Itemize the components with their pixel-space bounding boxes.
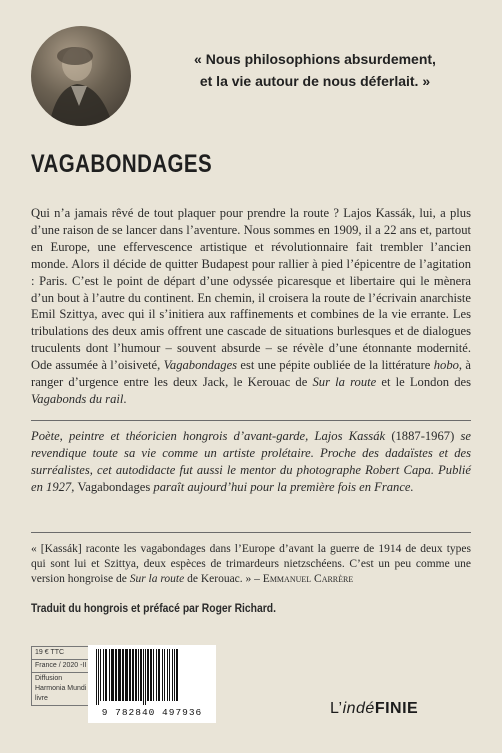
isbn-number: 9 782840 497936 xyxy=(101,707,203,718)
summary-text: , à ranger d’urgence entre les deux Jack, le Kerouac de xyxy=(31,358,471,390)
price-label: 19 € TTC xyxy=(31,646,91,660)
barcode-bar xyxy=(115,649,117,701)
barcode-bar xyxy=(132,649,134,701)
barcode-bar xyxy=(156,649,157,701)
logo-italic: indé xyxy=(342,700,375,717)
logo-bold: FINIE xyxy=(374,700,419,717)
summary-text: est une pépite oubliée de la littérature xyxy=(237,358,434,373)
barcode-bar xyxy=(100,649,101,701)
barcode-bar xyxy=(143,649,144,705)
barcode-bar xyxy=(138,649,139,701)
barcode-bar xyxy=(169,649,170,701)
summary-italic: Vagabondages xyxy=(163,358,238,373)
quote-line: et la vie autour de nous déferlait. » xyxy=(199,73,431,89)
barcode-bars xyxy=(94,649,210,705)
barcode-bar xyxy=(125,649,128,701)
barcode-bar xyxy=(122,649,124,701)
publisher-logo xyxy=(330,700,418,718)
review-text: « [Kassák] raconte les vagabondages dans l’Europe d’avant la guerre de 1914 de deux types qui sont lui et Szittya, deux espèces de trimardeurs nietzschéens. C’est un peu comme une version hongroise de xyxy=(31,543,471,586)
market-code: France / 2020 -II xyxy=(31,660,91,673)
barcode-bar xyxy=(118,649,121,701)
press-review xyxy=(31,542,471,588)
barcode-bar xyxy=(135,649,137,701)
barcode-bar xyxy=(150,649,152,701)
barcode-bar xyxy=(176,649,178,701)
section-divider xyxy=(31,420,471,421)
isbn-barcode xyxy=(88,645,216,723)
barcode-bar xyxy=(129,649,131,701)
logo-prefix: L’ xyxy=(330,700,343,717)
review-text: de Kerouac. » – xyxy=(184,573,263,586)
bio-text: se revendique toute sa vie comme un artiste prolétaire. Proche des dadaïstes et des surréalistes, cet autodidacte fut aussi le mentor du photographe Robert Capa. Publié en 1927, xyxy=(31,429,471,494)
summary-text: . xyxy=(123,391,127,406)
barcode-bar xyxy=(164,649,165,701)
barcode-bar xyxy=(109,649,110,701)
barcode-bar xyxy=(167,649,168,701)
barcode-bar xyxy=(145,649,146,705)
barcode-bar xyxy=(147,649,149,701)
barcode-bar xyxy=(96,649,97,705)
summary-italic: Sur la route xyxy=(312,375,377,390)
review-author: Emmanuel Carrère xyxy=(262,573,354,586)
quote-line: « Nous philosophions absurdement, xyxy=(194,51,436,67)
author-portrait xyxy=(31,26,131,126)
section-divider xyxy=(31,532,471,533)
barcode-bar xyxy=(105,649,107,701)
barcode-bar xyxy=(98,649,99,705)
barcode-bar xyxy=(162,649,163,701)
epigraph-quote xyxy=(160,48,470,92)
barcode-bar xyxy=(111,649,114,701)
book-title: VAGABONDAGES xyxy=(31,150,213,178)
bio-dates: (1887-1967) xyxy=(391,429,455,443)
barcode-bar xyxy=(172,649,173,701)
bio-text: Poète, peintre et théoricien hongrois d’avant-garde, Lajos Kassák xyxy=(31,429,392,443)
barcode-bar xyxy=(140,649,142,701)
summary-italic: Vagabonds du rail xyxy=(31,391,124,406)
distribution-info: Diffusion Harmonia Mundi livre xyxy=(31,673,91,706)
barcode-bar xyxy=(158,649,160,701)
review-italic: Sur la route xyxy=(129,573,185,586)
translator-credit: Traduit du hongrois et préfacé par Roger Richard. xyxy=(31,603,276,615)
barcode-bar xyxy=(103,649,104,701)
summary-text: Qui n’a jamais rêvé de tout plaquer pour prendre la route ? Lajos Kassák, lui, a plus d’une raison de se lancer dans l’aventure. Nous sommes en 1909, il a 22 ans et, partout en Europe, une effervescence artistique et révolutionnaire fait trembler l’ancien monde. Alors il décide de quitter Budapest pour rallier à pied l’épicentre de l’agitation : Paris. C’est le point de départ d’une odyssée picaresque et libertaire qui le mènera d’un bout à l’autre du continent. En chemin, il croisera la route de l’écrivain anarchiste Emil Szittya, avec qui il s’initiera aux raffinements et combines de la vie errante. Les tribulations des deux amis offrent une cascade de situations burlesques et de dialogues truculents dont l’humour – souvent absurde – se révèle d’une étonnante modernité. Ode assumée à l’oisiveté, xyxy=(31,206,471,373)
summary-italic: hobo xyxy=(433,358,459,373)
bio-text: paraît aujourd’hui pour la première fois en France. xyxy=(150,479,414,494)
bio-title: Vagabondages xyxy=(77,479,151,494)
author-bio xyxy=(31,428,471,496)
barcode-bar xyxy=(153,649,154,701)
summary-text: et le London des xyxy=(376,375,471,390)
summary-paragraph xyxy=(31,205,471,408)
barcode-bar xyxy=(174,649,175,701)
price-info-box xyxy=(31,646,91,721)
